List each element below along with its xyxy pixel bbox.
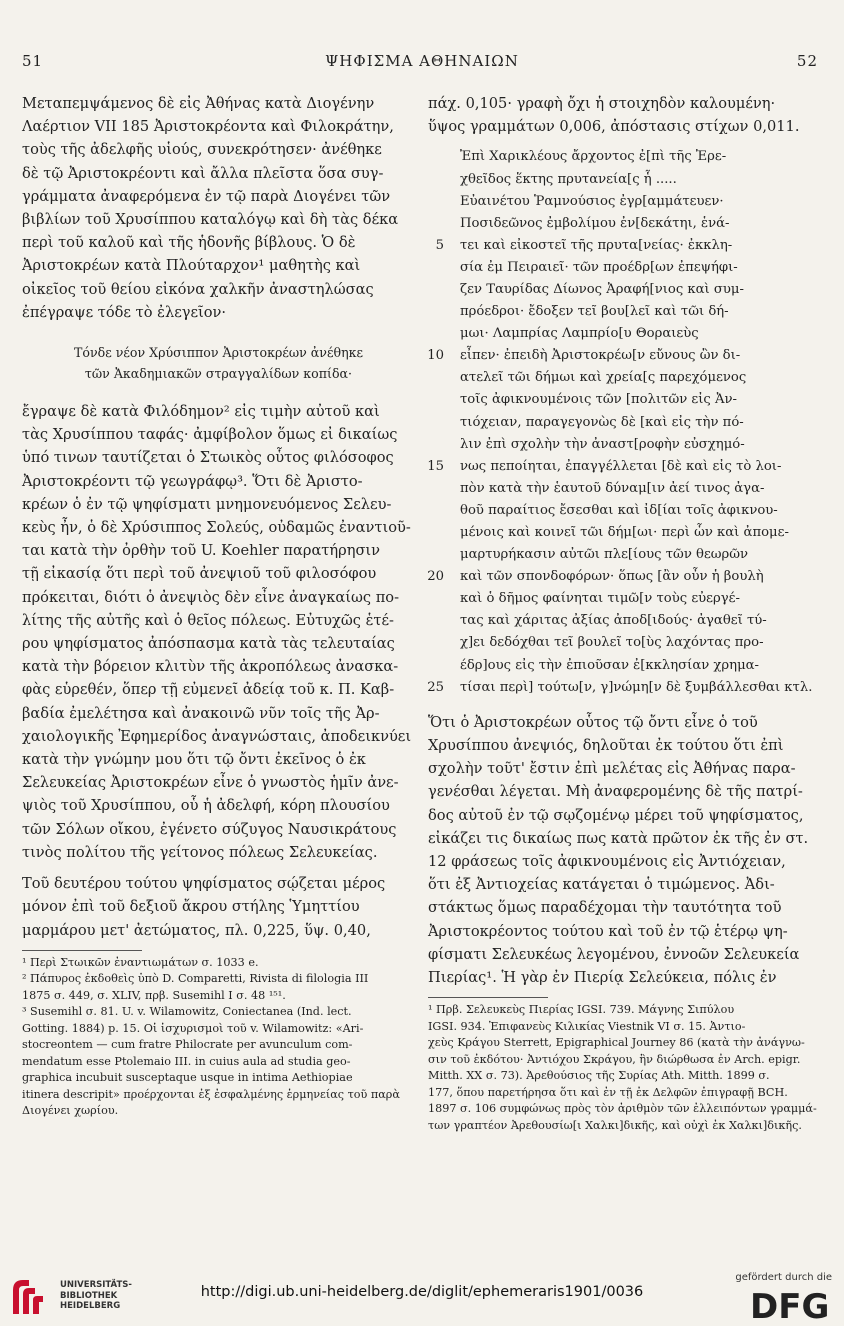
inscription-text-line: θοῦ παραίτιος ἔσεσθαι καὶ ἰδ[ίαι τοῖς ἀφικνου- xyxy=(460,502,778,518)
footnote-line: IGSI. 934. Ἐπιφανεὺς Κιλικίας Viestnik VI σ. 15. Ἀντιο- xyxy=(428,1019,746,1033)
inscription-line xyxy=(428,279,822,301)
right-column xyxy=(428,92,822,1134)
inscription-line xyxy=(428,544,822,566)
inscription-line xyxy=(428,500,822,522)
footnote-line: Διογένει χωρίου. xyxy=(22,1104,119,1118)
page-number-right: 52 xyxy=(796,52,818,70)
page-number-left: 51 xyxy=(22,52,44,70)
text-line: μαρμάρου μετ' ἀετώματος, πλ. 0,225, ὕψ. 0,40, xyxy=(22,921,371,939)
text-line: εἰκάζει τις δικαίως πως κατὰ πρῶτον ἐκ τῆς ἐν στ. xyxy=(428,829,809,847)
inscription-text-line: τοῖς ἀφικνουμένοις τῶν [πολιτῶν εἰς Ἀν- xyxy=(460,392,737,408)
line-number: 25 xyxy=(427,679,444,695)
footnote-line: ² Πάπυρος ἐκδοθεὶς ὑπὸ D. Comparetti, Rivista di filologia III xyxy=(22,972,369,986)
inscription-line xyxy=(428,345,822,367)
text-line: 12 φράσεως τοῖς ἀφικνουμένοις εἰς Ἀντιόχειαν, xyxy=(428,852,786,870)
inscription-text-line: νως πεποίηται, ἐπαγγέλλεται [δὲ καὶ εἰς τὸ λοι- xyxy=(460,458,782,474)
inscription-text-line: Εὐαινέτου Ῥαμνούσιος ἐγρ[αμμάτευεν· xyxy=(460,193,724,209)
inscription-line xyxy=(428,588,822,610)
text-line: πρόκειται, διότι ὁ ἀνεψιὸς δὲν εἶνε ἀναγκαίως πο- xyxy=(22,588,400,606)
footnote-rule xyxy=(428,997,548,998)
inscription-text-line: ατελεῖ τῶι δήμωι καὶ χρεία[ς παρεχόμενος xyxy=(460,370,747,386)
text-line: κατὰ τὴν γνώμην μου ὅτι τῷ ὄντι ἐκεῖνος ὁ ἐκ xyxy=(22,751,366,769)
text-line: γράμματα ἀναφερόμενα ἐν τῷ παρὰ Διογένει τῶν xyxy=(22,187,391,205)
inscription-text-line: πὸν κατὰ τὴν ἑαυτοῦ δύναμ[ιν ἀεί τινος ἀγα- xyxy=(460,480,765,496)
footnote-line: ¹ Πρβ. Σελευκεὺς Πιερίας IGSI. 739. Μάγνης Σιπύλου xyxy=(428,1003,735,1017)
epigram-quote xyxy=(22,342,415,384)
paragraph-measurements xyxy=(428,92,822,138)
text-line: Ἀριστοκρέοντος τούτου καὶ τοῦ ἐν τῷ ἑτέρῳ ψη- xyxy=(428,922,788,940)
inscription-text-line: τίσαι περὶ] τούτω[ν, γ]νώμη[ν δὲ ξυμβάλλεσθαι κτλ. xyxy=(460,679,813,695)
inscription-line xyxy=(428,301,822,323)
inscription-text-line: εἶπεν· ἐπειδὴ Ἀριστοκρέω[ν εὔνους ὢν δι- xyxy=(460,348,741,364)
inscription-text-line: λιν ἐπὶ σχολὴν τὴν ἀναστ[ροφὴν εὐσχημό- xyxy=(460,436,745,452)
text-line: Σελευκείας Ἀριστοκρέων εἶνε ὁ γνωστὸς ἡμῖν ἀνε- xyxy=(22,774,399,792)
text-line: κεὺς ἦν, ὁ δὲ Χρύσιππος Σολεύς, οὐδαμῶς ἐναντιοῦ- xyxy=(22,519,411,537)
inscription-text-line: καὶ τῶν σπονδοφόρων· ὅπως [ἂν οὖν ἡ βουλὴ xyxy=(460,569,764,585)
text-line: δὲ τῷ Ἀριστοκρέοντι καὶ ἄλλα πλεῖστα ὅσα συγ- xyxy=(22,164,384,182)
footnote-line: ¹ Περὶ Στωικῶν ἐναντιωμάτων σ. 1033 e. xyxy=(22,955,259,969)
library-name: UNIVERSITÄTS- BIBLIOTHEK HEIDELBERG xyxy=(60,1280,132,1311)
text-line: σχολὴν τοῦτ' ἔστιν ἐπὶ μελέτας εἰς Ἀθήνας παρα- xyxy=(428,760,796,778)
text-line: τοὺς τῆς ἀδελφῆς υἱούς, συνεκρότησεν· ἀνέθηκε xyxy=(22,141,382,159)
inscription-text-line: πρόεδροι· ἔδοξεν τεῖ βου[λεῖ καὶ τῶι δή- xyxy=(460,304,729,320)
inscription-text-line: μωι· Λαμπρίας Λαμπρίο[υ Θοραιεὺς xyxy=(460,326,699,342)
text-line: τῶν Σόλων οἴκου, ἐγένετο σύζυγος Ναυσικράτους xyxy=(22,820,397,838)
inscription-line xyxy=(428,235,822,257)
footnote-line: σιν τοῦ ἐκδότου· Ἀντιόχου Σκράγου, ἣν διώρθωσα ἐν Arch. epigr. xyxy=(428,1052,801,1066)
footnotes-right xyxy=(428,1002,822,1134)
inscription-line xyxy=(428,367,822,389)
inscription-line xyxy=(428,213,822,235)
footnote-line: stocreontem — cum fratre Philocrate per avunculum com- xyxy=(22,1038,353,1052)
text-line: Ἀριστοκρέοντι τῷ γεωγράφῳ³. Ὅτι δὲ Ἀριστο- xyxy=(22,472,363,490)
paragraph-intro xyxy=(22,92,415,324)
left-column xyxy=(22,92,415,1120)
inscription-text-line: ζεν Ταυρίδας Δίωνος Ἀραφή[νιος καὶ συμ- xyxy=(460,281,744,297)
text-line: τὰς Χρυσίππου ταφάς· ἀμφίβολον ὅμως εἰ δικαίως xyxy=(22,426,398,444)
quote-line: Τόνδε νέον Χρύσιππον Ἀριστοκρέων ἀνέθηκε xyxy=(73,345,364,361)
source-url[interactable]: http://digi.ub.uni-heidelberg.de/diglit/ephemeraris1901/0036 xyxy=(200,1284,644,1300)
footnote-line: 1897 σ. 106 συμφώνως πρὸς τὸν ἀριθμὸν τῶν ἐλλειπόντων γραμμά- xyxy=(428,1102,817,1116)
footnote-line: itinera descripit» προέρχονται ἐξ ἐσφαλμένης ἑρμηνείας τοῦ παρὰ xyxy=(22,1087,400,1101)
inscription-line xyxy=(428,655,822,677)
inscription-line xyxy=(428,610,822,632)
dfg-logo-text: DFG xyxy=(750,1287,830,1321)
text-line: μόνον ἐπὶ τοῦ δεξιοῦ ἄκρου στήλης Ὑμηττίου xyxy=(22,898,360,916)
inscription-text-line: Ἐπὶ Χαρικλέους ἄρχοντος ἐ[πὶ τῆς Ἐρε- xyxy=(460,149,727,165)
inscription-line xyxy=(428,257,822,279)
text-line: δος αὐτοῦ ἐν τῷ σῳζομένῳ μέρει τοῦ ψηφίσματος, xyxy=(428,806,804,824)
inscription-line xyxy=(428,677,822,699)
inscription-text-line: καὶ ὁ δῆμος φαίνηται τιμῶ[ν τοὺς εὐεργέ- xyxy=(460,591,740,607)
text-line: Λαέρτιον VII 185 Ἀριστοκρέοντα καὶ Φιλοκράτην, xyxy=(22,118,394,136)
text-line: βιβλίων τοῦ Χρυσίππου καταλόγῳ καὶ δὴ τὰς δέκα xyxy=(22,211,399,229)
text-line: λίτης τῆς αὐτῆς καὶ ὁ θεῖος πόλεως. Εὐτυχῶς ἑτέ- xyxy=(22,611,394,629)
inscription-text-line: χ]ει δεδόχθαι τεῖ βουλεῖ το[ὺς λαχόντας προ- xyxy=(460,635,764,651)
line-number: 15 xyxy=(427,458,444,474)
line-number: 5 xyxy=(435,237,444,253)
text-line: Πιερίας¹. Ἡ γὰρ ἐν Πιερίᾳ Σελεύκεια, πόλις ἐν xyxy=(428,968,777,986)
text-line: Τοῦ δευτέρου τούτου ψηφίσματος σῴζεται μέρος xyxy=(22,875,386,893)
inscription-text-line: τει καὶ εἰκοστεῖ τῆς πρυτα[νείας· ἐκκλη- xyxy=(460,237,733,253)
dfg-logo-icon[interactable] xyxy=(750,1287,834,1321)
inscription-line xyxy=(428,478,822,500)
text-line: κρέων ὁ ἐν τῷ ψηφίσματι μνημονευόμενος Σελευ- xyxy=(22,495,392,513)
inscription-text xyxy=(428,146,822,698)
footnote-line: Gotting. 1884) p. 15. Οἱ ἰσχυρισμοὶ τοῦ v. Wilamowitz: «Ari- xyxy=(22,1021,364,1035)
text-line: στάκτως ὅμως παραδέχομαι τὴν ταυτότητα τοῦ xyxy=(428,899,782,917)
footnote-line: των γραπτέον Ἀρεθουσίω[ι Χαλκι]δικῆς, καὶ οὐχὶ ἐκ Χαλκι]δικῆς. xyxy=(428,1118,802,1132)
inscription-text-line: τας καὶ χάριτας ἀξίας ἀποδ[ιδούς· ἀγαθεῖ τύ- xyxy=(460,613,767,629)
text-line: Χρυσίππου ἀνεψιός, δηλοῦται ἐκ τούτου ὅτι ἐπὶ xyxy=(428,736,784,754)
footnotes-left xyxy=(22,955,415,1120)
text-line: γενέσθαι λέγεται. Μὴ ἀναφερομένης δὲ τῆς πατρί- xyxy=(428,783,803,801)
inscription-line xyxy=(428,169,822,191)
text-line: ται κατὰ τὴν ὀρθὴν τοῦ U. Koehler παρατήρησιν xyxy=(22,542,381,560)
inscription-line xyxy=(428,434,822,456)
footer xyxy=(0,1268,844,1326)
footnote-rule xyxy=(22,950,142,951)
text-line: Ἀριστοκρέων κατὰ Πλούταρχον¹ μαθητὴς καὶ xyxy=(22,257,361,275)
text-line: κατὰ τὴν βόρειον κλιτὺν τῆς ἀκροπόλεως ἀνασκα- xyxy=(22,658,399,676)
text-line: ὕψος γραμμάτων 0,006, ἀπόστασις στίχων 0,011. xyxy=(428,118,800,136)
text-line: ὑπό τινων ταυτίζεται ὁ Στωικὸς οὗτος φιλόσοφος xyxy=(22,449,394,467)
text-line: ἔγραψε δὲ κατὰ Φιλόδημον² εἰς τιμὴν αὐτοῦ καὶ xyxy=(22,403,380,421)
text-line: ἐπέγραψε τόδε τὸ ἐλεγεῖον· xyxy=(22,303,227,321)
footnote-line: graphica incubuit susceptaque usque in intima Aethiopiae xyxy=(22,1071,353,1085)
inscription-line xyxy=(428,389,822,411)
footnote-line: 177, ὅπου παρετήρησα ὅτι καὶ ἐν τῇ ἐκ Δελφῶν ἐπιγραφῇ BCH. xyxy=(428,1085,788,1099)
inscription-text-line: μαρτυρήκασιν αὐτῶι πλε[ίους τῶν θεωρῶν xyxy=(460,547,749,563)
text-line: Ὅτι ὁ Ἀριστοκρέων οὗτος τῷ ὄντι εἶνε ὁ τοῦ xyxy=(428,713,758,731)
text-line: βαδία ἐμελέτησα καὶ ἀνακοινῶ νῦν τοῖς τῆς Ἀρ- xyxy=(22,704,380,722)
paragraph-second-decree xyxy=(22,872,415,942)
inscription-line xyxy=(428,456,822,478)
running-title: ΨΗΦΙΣΜΑ ΑΘΗΝΑΙΩΝ xyxy=(325,52,519,70)
inscription-line xyxy=(428,323,822,345)
inscription-line xyxy=(428,412,822,434)
inscription-line xyxy=(428,146,822,168)
line-number: 10 xyxy=(427,348,444,364)
text-line: τινὸς πολίτου τῆς γείτονος πόλεως Σελευκείας. xyxy=(22,843,378,861)
text-line: χαιολογικῆς Ἐφημερίδος ἀναγνώσταις, ἀποδεικνύει xyxy=(22,727,412,745)
inscription-text-line: Ποσιδεῶνος ἐμβολίμου ἐν[δεκάτηι, ἑνά- xyxy=(460,215,730,231)
text-line: τῇ εἰκασίᾳ ὅτι περὶ τοῦ ἀνεψιοῦ τοῦ φιλοσόφου xyxy=(22,565,377,583)
text-line: οἰκεῖος τοῦ θείου εἰκόνα χαλκῆν ἀναστηλώσας xyxy=(22,280,374,298)
footnote-line: χεὺς Κράγου Sterrett, Epigraphical Journey 86 (κατὰ τὴν ἀνάγνω- xyxy=(428,1036,805,1050)
line-number: 20 xyxy=(427,569,444,585)
inscription-line xyxy=(428,191,822,213)
inscription-text-line: τιόχειαν, παραγεγονὼς δὲ [καὶ εἰς τὴν πό- xyxy=(460,414,744,430)
inscription-text-line: χθεῖδος ἕκτης πρυτανεία[ς ἧ ..... xyxy=(460,171,677,187)
text-line: ρου ψηφίσματος ἀπόσπασμα κατὰ τὰς τελευταίας xyxy=(22,635,395,653)
text-line: ψιὸς τοῦ Χρυσίππου, οὗ ἡ ἀδελφή, κόρη πλουσίου xyxy=(22,797,390,815)
inscription-text-line: σία ἐμ Πειραιεῖ· τῶν προέδρ[ων ἐπεψήφι- xyxy=(460,259,738,275)
text-line: ὅτι ἐξ Ἀντιοχείας κατάγεται ὁ τιμώμενος. Ἀδι- xyxy=(428,876,775,894)
footnote-line: ³ Susemihl σ. 81. U. v. Wilamowitz, Coniectanea (Ind. lect. xyxy=(22,1005,352,1019)
footnote-line: 1875 σ. 449, σ. XLIV, πρβ. Susemihl I σ. 48 ¹⁵¹. xyxy=(22,988,286,1002)
inscription-line xyxy=(428,632,822,654)
inscription-text-line: έδρ]ους εἰς τὴν ἐπιοῦσαν ἐ[κκλησίαν χρημα- xyxy=(460,657,760,673)
inscription-line xyxy=(428,566,822,588)
sponsor-text: gefördert durch die xyxy=(735,1272,832,1283)
footnote-line: Mitth. XX σ. 73). Ἀρεθούσιος τῆς Συρίας Ath. Mitth. 1899 σ. xyxy=(428,1069,770,1083)
text-line: φὰς εὑρεθέν, ὅπερ τῇ εὐμενεῖ ἀδείᾳ τοῦ κ. Π. Καβ- xyxy=(22,681,395,699)
paragraph-philodemus xyxy=(22,400,415,864)
quote-line: τῶν Ἀκαδημιακῶν στραγγαλίδων κοπίδα· xyxy=(84,366,353,382)
inscription-text-line: μένοις καὶ κοινεῖ τῶι δήμ[ωι· περὶ ὧν καὶ ἀπομε- xyxy=(460,525,789,540)
text-line: φίσματι Σελευκέως λεγομένου, ἐννοῶν Σελευκεία xyxy=(428,945,800,963)
text-line: περὶ τοῦ καλοῦ καὶ τῆς ἡδονῆς βίβλους. Ὁ δὲ xyxy=(22,234,356,252)
paragraph-identity xyxy=(428,711,822,989)
text-line: πάχ. 0,105· γραφὴ ὄχι ἡ στοιχηδὸν καλουμένη· xyxy=(428,95,776,112)
footnote-line: mendatum esse Ptolemaio III. in cuius aula ad studia geo- xyxy=(22,1054,351,1068)
text-line: Μεταπεμψάμενος δὲ εἰς Ἀθήνας κατὰ Διογένην xyxy=(22,95,375,112)
inscription-line xyxy=(428,522,822,544)
